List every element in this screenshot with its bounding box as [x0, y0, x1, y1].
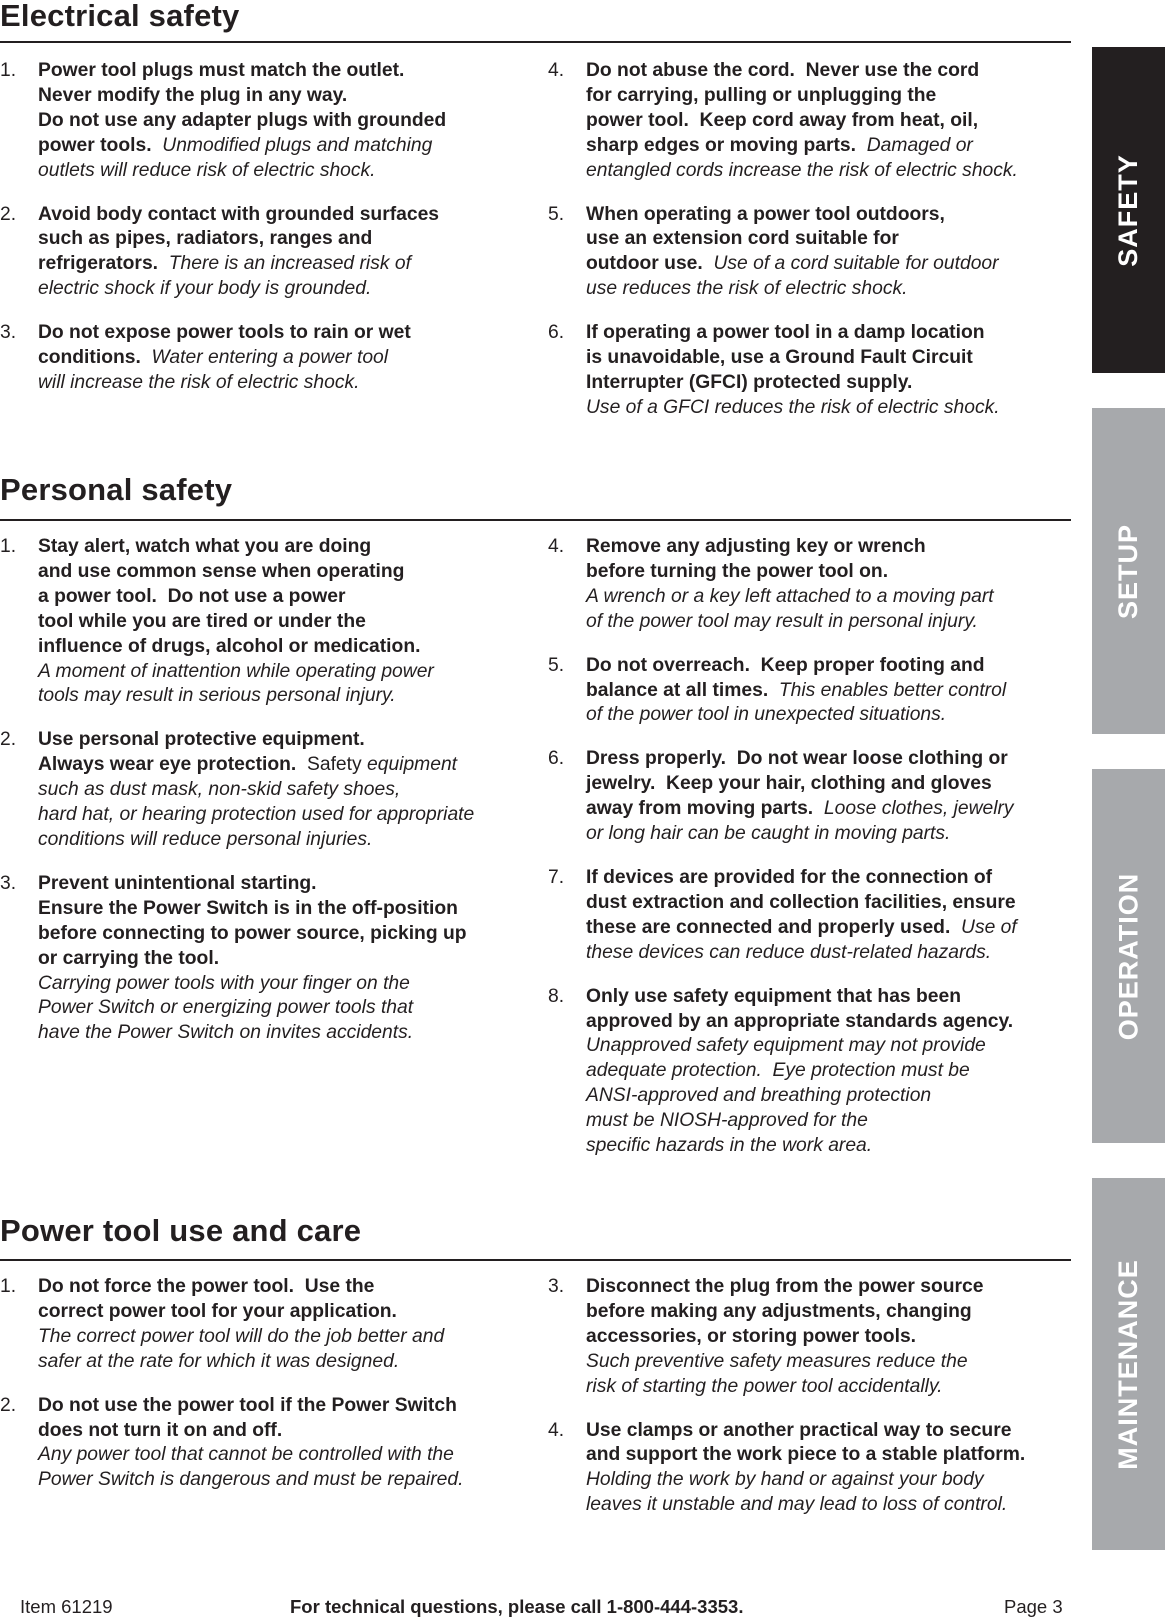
list-item-line — [586, 1084, 1068, 1109]
bold-text: jewelry. Keep your hair, clothing and gloves — [586, 773, 992, 795]
bold-text: Prevent unintentional starting. — [38, 872, 317, 894]
list-item-line — [586, 321, 1068, 346]
list-item-line — [38, 1300, 520, 1325]
bold-text: Use clamps or another practical way to secure — [586, 1419, 1012, 1441]
list-item-line — [38, 947, 520, 972]
list-item-line — [586, 1109, 1068, 1134]
list-item-number: 6. — [548, 748, 565, 770]
list-item-line — [38, 585, 520, 610]
bold-text: If operating a power tool in a damp location — [586, 322, 985, 344]
list-item-line — [38, 660, 520, 685]
bold-text: Ensure the Power Switch is in the off-position — [38, 897, 458, 919]
italic-text: adequate protection. Eye protection must be — [586, 1060, 970, 1082]
list-item-line — [586, 610, 1068, 635]
tab-setup[interactable]: SETUP — [1092, 408, 1165, 734]
section-rule — [0, 519, 1071, 521]
list-item-line — [586, 535, 1068, 560]
list-item-line — [38, 972, 520, 997]
list-item-line — [38, 321, 520, 346]
section-title-personal-safety: Personal safety — [0, 472, 233, 507]
bold-text: power tools. — [38, 134, 152, 156]
list-item-number: 5. — [548, 654, 565, 676]
italic-text: Use of a GFCI reduces the risk of electric shock. — [586, 396, 1000, 418]
bold-text: Only use safety equipment that has been — [586, 985, 962, 1007]
list-item-line — [38, 753, 520, 778]
list-item-line — [586, 396, 1068, 421]
italic-text: Use of a cord suitable for outdoor — [702, 253, 999, 275]
list-item-line — [586, 747, 1068, 772]
power-tool-care-left-column — [0, 1275, 520, 1512]
list-item-number: 4. — [548, 60, 565, 81]
italic-text: or long hair can be caught in moving parts. — [586, 823, 951, 845]
list-item — [548, 203, 1068, 303]
list-item-line — [586, 585, 1068, 610]
list-item-line — [38, 803, 520, 828]
bold-text: dust extraction and collection facilities, ensure — [586, 891, 1016, 913]
list-item-line — [38, 922, 520, 947]
bold-text: If devices are provided for the connection of — [586, 866, 993, 888]
bold-text: such as pipes, radiators, ranges and — [38, 228, 373, 250]
list-item-number: 1. — [0, 536, 17, 557]
italic-text: equipment — [367, 754, 458, 776]
italic-text: hard hat, or hearing protection used for appropriate — [38, 804, 475, 826]
italic-text: Use of — [950, 916, 1017, 938]
list-item-line — [38, 59, 520, 84]
list-item-line — [586, 1493, 1068, 1518]
list-item-line — [586, 371, 1068, 396]
personal-safety-right-column — [548, 535, 1068, 1178]
list-item — [548, 654, 1068, 729]
list-item-line — [586, 560, 1068, 585]
bold-text: outdoor use. — [586, 253, 703, 275]
list-item-line — [38, 728, 520, 753]
bold-text: approved by an appropriate standards agency. — [586, 1010, 1014, 1032]
list-item — [548, 59, 1068, 184]
italic-text: Any power tool that cannot be controlled with the — [38, 1444, 454, 1466]
bold-text: a power tool. Do not use a power — [38, 585, 346, 607]
list-item-line — [586, 1468, 1068, 1493]
list-item-number: 6. — [548, 322, 565, 344]
electrical-safety-left-column — [0, 59, 520, 415]
bold-text: refrigerators. — [38, 253, 159, 275]
list-item-line — [38, 252, 520, 277]
bold-text: Do not use the power tool if the Power Switch — [38, 1394, 457, 1416]
bold-text: away from moving parts. — [586, 798, 814, 820]
bold-text: use an extension cord suitable for — [586, 228, 899, 250]
list-item-line — [586, 703, 1068, 728]
list-item-line — [586, 1350, 1068, 1375]
bold-text: power tool. Keep cord away from heat, oil, — [586, 109, 979, 131]
list-item — [0, 872, 520, 1046]
list-item-line — [38, 109, 520, 134]
italic-text: entangled cords increase the risk of electric shock. — [586, 159, 1018, 181]
italic-text: Loose clothes, jewelry — [813, 798, 1014, 820]
list-item — [0, 321, 520, 396]
list-item — [0, 728, 520, 853]
list-item-number: 4. — [548, 1419, 565, 1441]
bold-text: Do not expose power tools to rain or wet — [38, 322, 411, 344]
list-item-line — [38, 159, 520, 184]
list-item-line — [38, 1419, 520, 1444]
list-item-line — [38, 635, 520, 660]
italic-text: must be NIOSH-approved for the — [586, 1110, 868, 1132]
bold-text: Remove any adjusting key or wrench — [586, 536, 926, 557]
bold-text: Stay alert, watch what you are doing — [38, 536, 372, 557]
section-rule — [0, 1259, 1071, 1261]
list-item — [0, 535, 520, 709]
italic-text: There is an increased risk of — [158, 253, 411, 275]
bold-text: Disconnect the plug from the power source — [586, 1276, 984, 1297]
list-item-line — [38, 227, 520, 252]
list-item-line — [586, 916, 1068, 941]
footer-page-number: Page 3 — [1004, 1596, 1063, 1617]
list-item-number: 3. — [0, 322, 17, 344]
list-item-line — [38, 828, 520, 853]
list-item-line — [586, 891, 1068, 916]
personal-safety-left-column — [0, 535, 520, 1065]
list-item-line — [586, 227, 1068, 252]
italic-text: Power Switch or energizing power tools that — [38, 997, 414, 1019]
italic-text: Water entering a power tool — [140, 347, 389, 369]
bold-text: is unavoidable, use a Ground Fault Circuit — [586, 347, 973, 369]
bold-text: and support the work piece to a stable platform. — [586, 1444, 1026, 1466]
italic-text: Power Switch is dangerous and must be repaired. — [38, 1469, 464, 1491]
bold-text: these are connected and properly used. — [586, 916, 951, 938]
list-item-line — [38, 872, 520, 897]
electrical-safety-right-column — [548, 59, 1068, 440]
bold-text: Do not force the power tool. Use the — [38, 1276, 375, 1297]
list-item — [548, 1419, 1068, 1519]
list-item-line — [586, 679, 1068, 704]
list-item-number: 3. — [548, 1276, 565, 1297]
italic-text: A wrench or a key left attached to a moving part — [586, 585, 994, 607]
list-item — [0, 1275, 520, 1375]
list-item-line — [586, 1419, 1068, 1444]
bold-text: before connecting to power source, picking up — [38, 922, 467, 944]
list-item-line — [586, 1375, 1068, 1400]
list-item-line — [586, 797, 1068, 822]
italic-text: of the power tool may result in personal injury. — [586, 610, 978, 632]
italic-text: leaves it unstable and may lead to loss of control. — [586, 1494, 1008, 1516]
italic-text: tools may result in serious personal injury. — [38, 685, 396, 707]
list-item-line — [38, 1350, 520, 1375]
list-item-line — [38, 1443, 520, 1468]
bold-text: sharp edges or moving parts. — [586, 134, 857, 156]
plain-text: Safety — [296, 754, 367, 776]
bold-text: Interrupter (GFCI) protected supply. — [586, 371, 913, 393]
list-item-line — [586, 1034, 1068, 1059]
list-item-number: 1. — [0, 60, 17, 81]
list-item-line — [586, 822, 1068, 847]
bold-text: Always wear eye protection. — [38, 754, 297, 776]
italic-text: electric shock if your body is grounded. — [38, 278, 372, 300]
list-item-line — [586, 866, 1068, 891]
list-item-line — [586, 772, 1068, 797]
bold-text: balance at all times. — [586, 679, 769, 701]
italic-text: conditions will reduce personal injuries. — [38, 828, 373, 850]
list-item — [0, 203, 520, 303]
bold-text: Never modify the plug in any way. — [38, 84, 348, 106]
italic-text: ANSI-approved and breathing protection — [586, 1085, 932, 1107]
list-item-line — [38, 996, 520, 1021]
list-item-line — [38, 84, 520, 109]
list-item-line — [38, 1021, 520, 1046]
italic-text: such as dust mask, non-skid safety shoes, — [38, 779, 401, 801]
list-item-line — [586, 1010, 1068, 1035]
bold-text: before making any adjustments, changing — [586, 1300, 972, 1322]
list-item-number: 2. — [0, 203, 17, 225]
bold-text: Dress properly. Do not wear loose clothing or — [586, 748, 1008, 770]
list-item-line — [586, 1275, 1068, 1300]
bold-text: before turning the power tool on. — [586, 560, 889, 582]
bold-text: accessories, or storing power tools. — [586, 1325, 917, 1347]
list-item-number: 3. — [0, 872, 17, 894]
list-item — [548, 985, 1068, 1159]
italic-text: This enables better control — [768, 679, 1007, 701]
list-item-number: 4. — [548, 536, 565, 557]
list-item-line — [38, 560, 520, 585]
list-item — [0, 1394, 520, 1494]
list-item-line — [586, 252, 1068, 277]
list-item-number: 7. — [548, 866, 565, 888]
list-item-line — [586, 277, 1068, 302]
bold-text: and use common sense when operating — [38, 560, 405, 582]
italic-text: The correct power tool will do the job better and — [38, 1325, 445, 1347]
list-item-line — [586, 1134, 1068, 1159]
list-item — [548, 866, 1068, 966]
list-item-number: 2. — [0, 1394, 17, 1416]
list-item-line — [38, 203, 520, 228]
bold-text: conditions. — [38, 347, 141, 369]
bold-text: influence of drugs, alcohol or medication. — [38, 635, 421, 657]
italic-text: use reduces the risk of electric shock. — [586, 278, 908, 300]
bold-text: Avoid body contact with grounded surfaces — [38, 203, 440, 225]
italic-text: outlets will reduce risk of electric shock. — [38, 159, 376, 181]
italic-text: Damaged or — [856, 134, 973, 156]
list-item — [548, 747, 1068, 847]
bold-text: for carrying, pulling or unplugging the — [586, 84, 937, 106]
section-title-electrical-safety: Electrical safety — [0, 0, 240, 33]
italic-text: Unmodified plugs and matching — [151, 134, 433, 156]
list-item-line — [586, 1300, 1068, 1325]
section-rule — [0, 41, 1071, 43]
list-item-line — [38, 134, 520, 159]
list-item — [548, 535, 1068, 635]
bold-text: Use personal protective equipment. — [38, 729, 365, 751]
list-item — [548, 1275, 1068, 1400]
bold-text: Power tool plugs must match the outlet. — [38, 60, 405, 81]
tab-operation[interactable]: OPERATION — [1092, 769, 1165, 1143]
list-item-line — [38, 778, 520, 803]
list-item-line — [38, 610, 520, 635]
footer-technical-questions: For technical questions, please call 1-800-444-3353. — [290, 1596, 744, 1617]
list-item-line — [586, 203, 1068, 228]
list-item-line — [586, 1325, 1068, 1350]
bold-text: Do not abuse the cord. Never use the cord — [586, 60, 980, 81]
list-item-number: 5. — [548, 203, 565, 225]
bold-text: Do not use any adapter plugs with grounded — [38, 109, 447, 131]
list-item-line — [586, 941, 1068, 966]
list-item-line — [586, 1059, 1068, 1084]
list-item-number: 2. — [0, 729, 17, 751]
bold-text: Do not overreach. Keep proper footing and — [586, 654, 985, 676]
list-item-line — [586, 84, 1068, 109]
list-item-line — [38, 371, 520, 396]
list-item-line — [38, 346, 520, 371]
list-item-line — [586, 159, 1068, 184]
italic-text: will increase the risk of electric shock. — [38, 371, 360, 393]
list-item-line — [586, 346, 1068, 371]
italic-text: of the power tool in unexpected situations. — [586, 704, 947, 726]
bold-text: correct power tool for your application. — [38, 1300, 397, 1322]
bold-text: or carrying the tool. — [38, 947, 220, 969]
tab-maintenance[interactable]: MAINTENANCE — [1092, 1178, 1165, 1550]
power-tool-care-right-column — [548, 1275, 1068, 1537]
list-item-line — [38, 277, 520, 302]
list-item-line — [38, 1325, 520, 1350]
bold-text: When operating a power tool outdoors, — [586, 203, 945, 225]
list-item-line — [38, 897, 520, 922]
italic-text: Unapproved safety equipment may not provide — [586, 1035, 986, 1057]
list-item — [0, 59, 520, 184]
footer-item-number: Item 61219 — [20, 1596, 113, 1617]
italic-text: safer at the rate for which it was designed. — [38, 1350, 400, 1372]
italic-text: specific hazards in the work area. — [586, 1135, 873, 1157]
list-item-line — [586, 134, 1068, 159]
italic-text: risk of starting the power tool accidentally. — [586, 1375, 943, 1397]
list-item — [548, 321, 1068, 421]
bold-text: tool while you are tired or under the — [38, 610, 366, 632]
bold-text: does not turn it on and off. — [38, 1419, 283, 1441]
italic-text: Carrying power tools with your finger on the — [38, 972, 410, 994]
list-item-line — [38, 1275, 520, 1300]
italic-text: Holding the work by hand or against your body — [586, 1469, 984, 1491]
list-item-line — [586, 985, 1068, 1010]
list-item-line — [38, 1394, 520, 1419]
italic-text: these devices can reduce dust-related hazards. — [586, 941, 992, 963]
list-item-number: 8. — [548, 985, 565, 1007]
list-item-line — [38, 684, 520, 709]
italic-text: Such preventive safety measures reduce the — [586, 1350, 968, 1372]
list-item-number: 1. — [0, 1276, 17, 1297]
list-item-line — [586, 654, 1068, 679]
list-item-line — [38, 1468, 520, 1493]
italic-text: have the Power Switch on invites accidents. — [38, 1022, 414, 1044]
list-item-line — [586, 109, 1068, 134]
section-title-power-tool-use-and-care: Power tool use and care — [0, 1213, 362, 1248]
list-item-line — [38, 535, 520, 560]
list-item-line — [586, 1443, 1068, 1468]
list-item-line — [586, 59, 1068, 84]
tab-safety[interactable]: SAFETY — [1092, 47, 1165, 373]
italic-text: A moment of inattention while operating power — [38, 660, 434, 682]
